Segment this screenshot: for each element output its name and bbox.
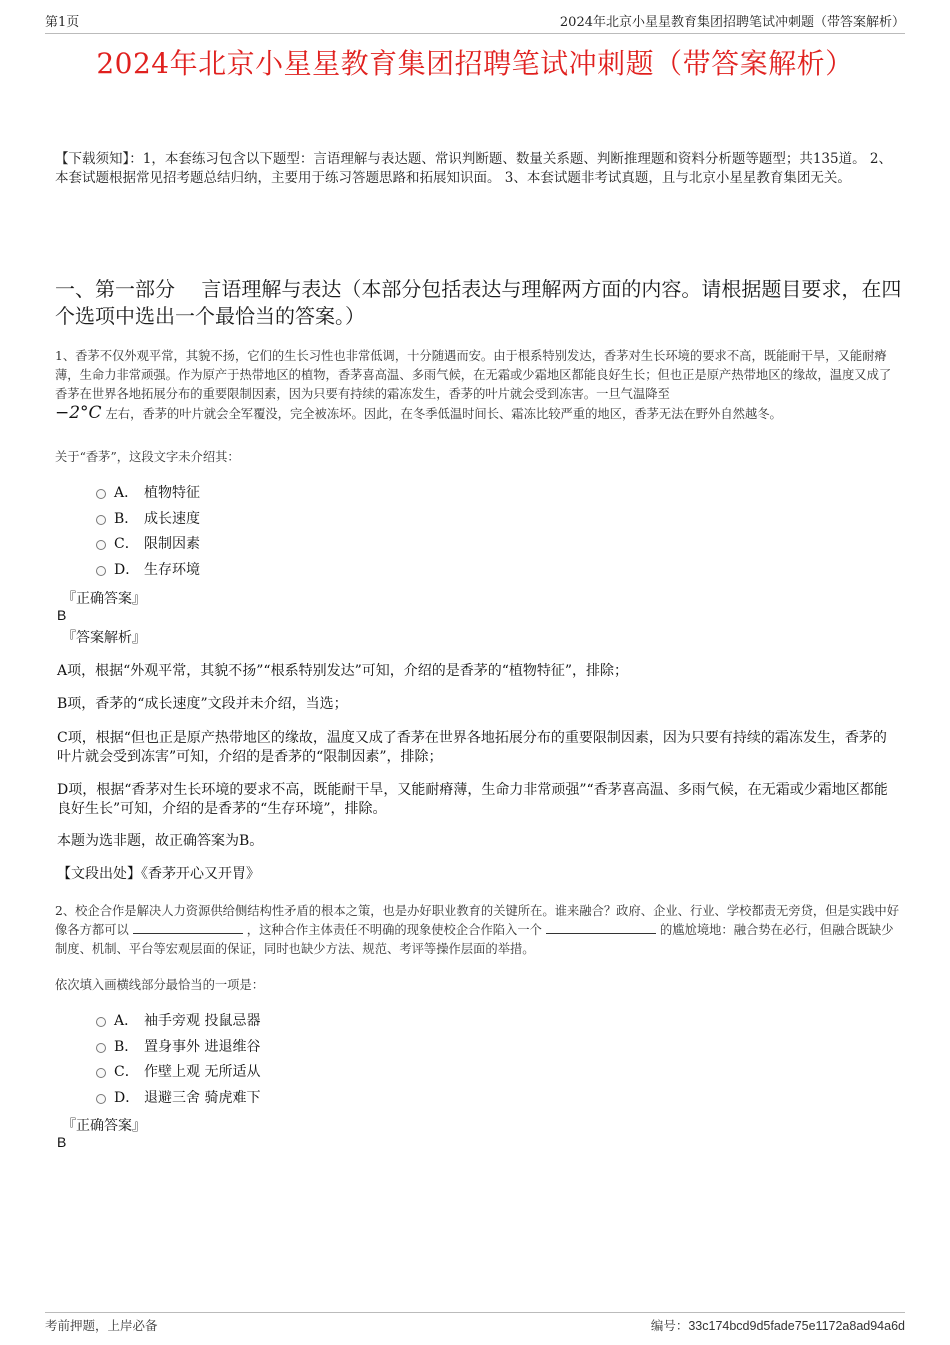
- q1-analysis-c: C项，根据“但也正是原产热带地区的缘故，温度又成了香茅在世界各地拓展分布的重要限制因素，因为只要有持续的霜冻发生，香茅的叶片就会受到冻害”可知，介绍的是香茅的“限制因素”，排除；: [57, 730, 887, 765]
- footer-slogan: 考前押题，上岸必备: [45, 1318, 158, 1333]
- q1-answer-label: 『正确答案』: [62, 591, 146, 607]
- q2-stem: 依次填入画横线部分最恰当的一项是：: [55, 978, 265, 992]
- download-notice: 【下载须知】：1，本套练习包含以下题型：言语理解与表达题、常识判断题、数量关系题、判断推理题和资料分析题等题型；共135道。 2、本套试题根据常见招考题总结归纳，主要用于练习答题思路和拓展知识面。 3、本套试题非考试真题，且与北京小星星教育集团无关。: [55, 151, 892, 186]
- q2-option-c[interactable]: C． 作壁上观 无所适从: [96, 1058, 260, 1084]
- section-heading: 一、第一部分 言语理解与表达（本部分包括表达与理解两方面的内容。请根据题目要求，在四个选项中选出一个最恰当的答案。）: [55, 277, 902, 328]
- q1-answer: B: [57, 607, 67, 623]
- q1-passage-after: 左右，香茅的叶片就会全军覆没，完全被冻坏。因此，在冬季低温时间长、霜冻比较严重的地区，香茅无法在野外自然越冬。: [105, 407, 782, 421]
- q2-options: [96, 1007, 260, 1110]
- fill-blank-2[interactable]: [546, 922, 656, 934]
- q1-passage-before: 1、香茅不仅外观平常，其貌不扬，它们的生长习性也非常低调，十分随遇而安。由于根系特别发达，香茅对生长环境的要求不高，既能耐干旱，又能耐瘠薄，生命力非常顽强。作为原产于热带地区的植物，香茅喜高温、多雨气候，在无霜或少霜地区都能良好生长；但也正是原产热带地区的缘故，温度又成了香茅在世界各地拓展分布的重要限制因素，因为只要有持续的霜冻发生，香茅的叶片就会受到冻害。一旦气温降至: [55, 349, 892, 401]
- footer-code: 33c174bcd9d5fade75e1172a8ad94a6d: [688, 1319, 905, 1333]
- q1-option-d[interactable]: D． 生存环境: [96, 556, 200, 582]
- footer-code-label: 编号：: [650, 1318, 689, 1333]
- q1-option-c[interactable]: C． 限制因素: [96, 530, 200, 556]
- q1-option-a[interactable]: A． 植物特征: [96, 479, 200, 505]
- q1-stem: 关于“香茅”，这段文字未介绍其：: [55, 450, 240, 464]
- q2-option-a[interactable]: A． 袖手旁观 投鼠忌器: [96, 1007, 260, 1033]
- q1-passage: [55, 347, 900, 424]
- q2-passage: 2、校企合作是解决人力资源供给侧结构性矛盾的根本之策，也是办好职业教育的关键所在。谁来融合？政府、企业、行业、学校都责无旁贷，但是实践中好像各方都可以 ，这种合作主体责任不明确的现象使校企合作陷入一个 的尴尬境地：融合势在必行，但融合既缺少制度、机制、平台等宏观层面的保证，同时也缺少方法、规范、考评等操作层面的举措。: [55, 904, 900, 956]
- q2-answer: B: [57, 1134, 67, 1150]
- radio-icon[interactable]: [96, 515, 106, 525]
- radio-icon[interactable]: [96, 1068, 106, 1078]
- radio-icon[interactable]: [96, 1094, 106, 1104]
- running-header: [45, 14, 905, 34]
- radio-icon[interactable]: [96, 540, 106, 550]
- page-footer: [45, 1312, 905, 1334]
- q1-options: [96, 479, 200, 582]
- q1-analysis-a: A项，根据“外观平常，其貌不扬”“根系特别发达”可知，介绍的是香茅的“植物特征”，排除；: [57, 663, 629, 679]
- q2-option-d[interactable]: D． 退避三舍 骑虎难下: [96, 1084, 260, 1110]
- q1-analysis-label: 『答案解析』: [62, 630, 146, 646]
- running-title: 2024年北京小星星教育集团招聘笔试冲刺题（带答案解析）: [559, 15, 905, 30]
- fill-blank-1[interactable]: [133, 922, 243, 934]
- radio-icon[interactable]: [96, 489, 106, 499]
- temperature-formula: −2°C: [55, 403, 102, 423]
- radio-icon[interactable]: [96, 566, 106, 576]
- q1-analysis-d: D项，根据“香茅对生长环境的要求不高，既能耐干旱，又能耐瘠薄，生命力非常顽强”“香茅喜高温、多雨气候，在无霜或少霜地区都能良好生长”可知，介绍的是香茅的“生存环境”，排除。: [57, 782, 888, 817]
- document-title: 2024年北京小星星教育集团招聘笔试冲刺题（带答案解析）: [96, 47, 854, 80]
- q1-analysis-b: B项，香茅的“成长速度”文段并未介绍，当选；: [57, 696, 348, 712]
- q2-answer-label: 『正确答案』: [62, 1118, 146, 1134]
- footer-code-wrap: [651, 1316, 905, 1334]
- radio-icon[interactable]: [96, 1017, 106, 1027]
- q1-option-b[interactable]: B． 成长速度: [96, 505, 200, 531]
- q2-option-b[interactable]: B． 置身事外 进退维谷: [96, 1033, 260, 1059]
- q1-source: 【文段出处】《香茅开心又开胃》: [57, 866, 260, 882]
- radio-icon[interactable]: [96, 1043, 106, 1053]
- page-number: 第1页: [45, 15, 80, 30]
- q1-conclusion: 本题为选非题，故正确答案为B。: [57, 833, 264, 849]
